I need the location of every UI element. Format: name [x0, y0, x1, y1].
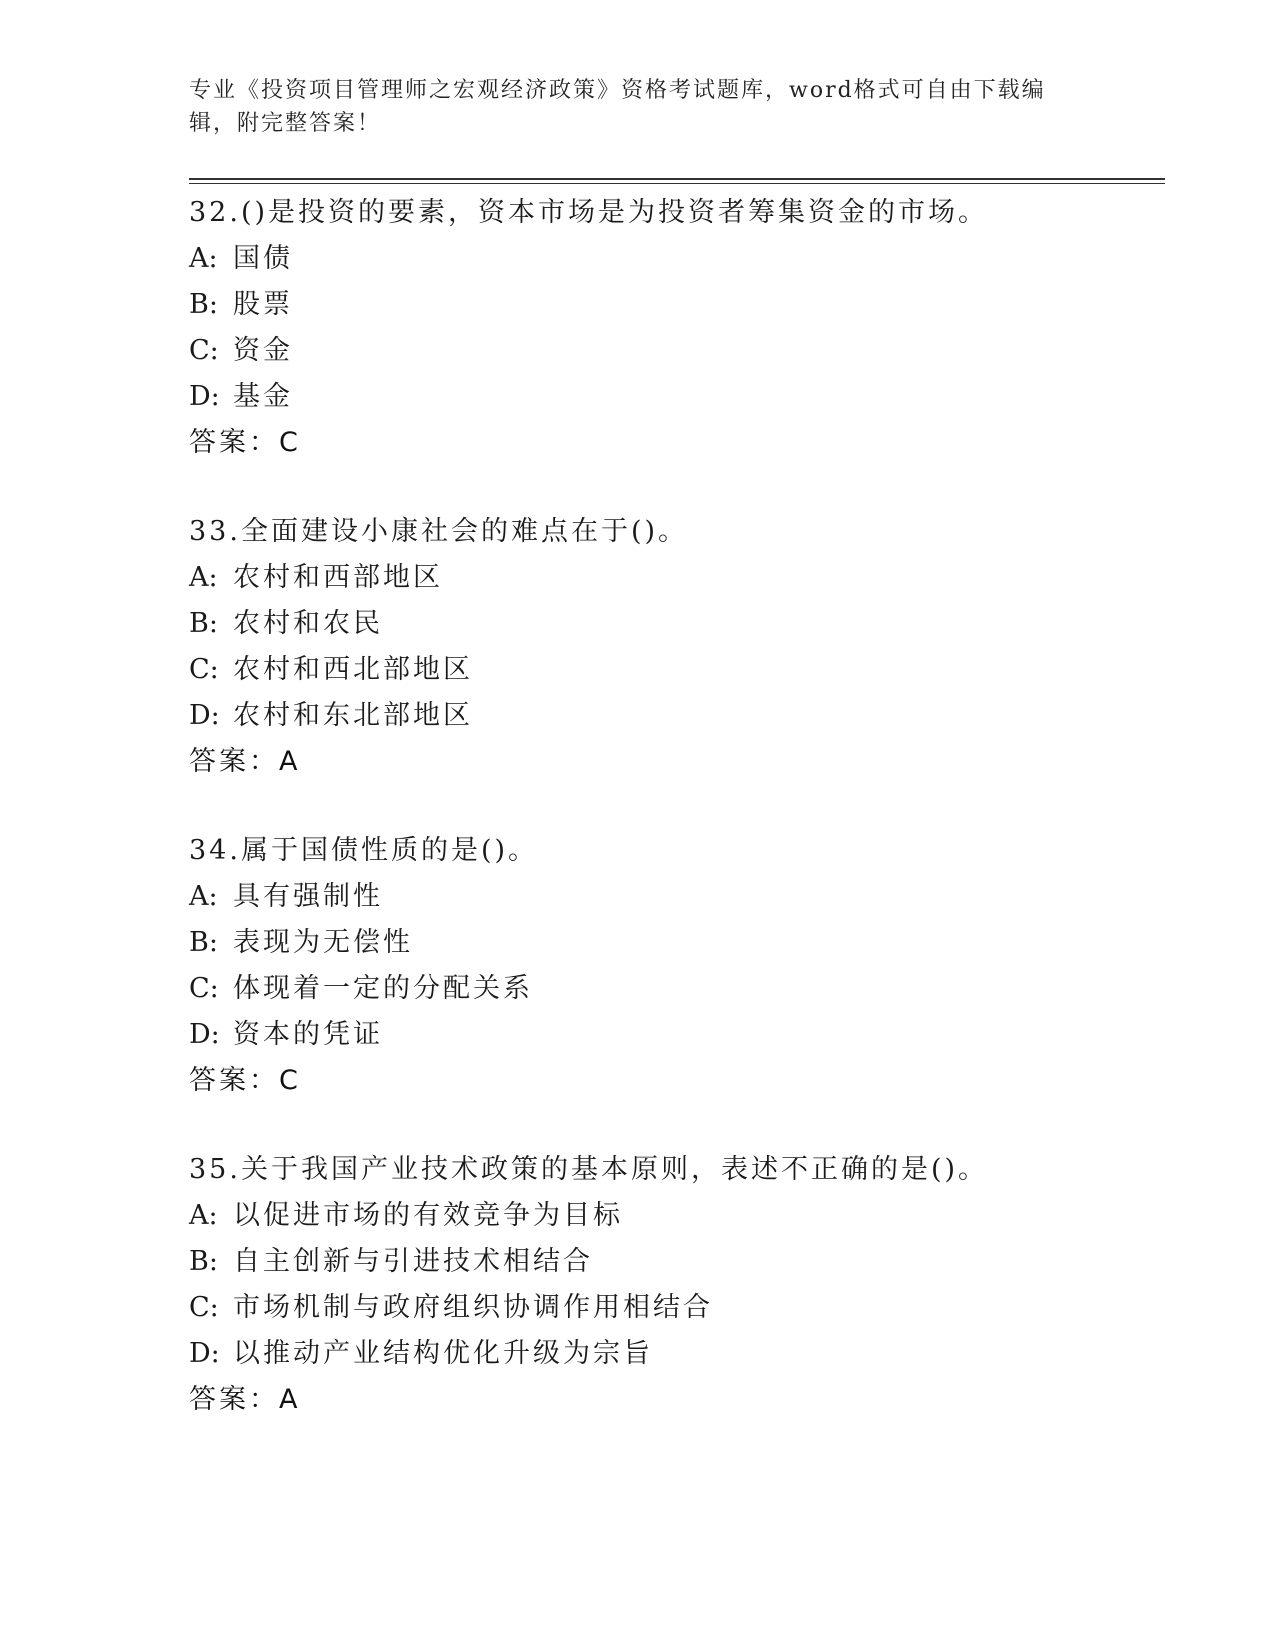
answer-value: A [279, 746, 298, 777]
option-key: C: [189, 1292, 219, 1323]
question-stem: 32.()是投资的要素，资本市场是为投资者筹集资金的市场。 [189, 197, 989, 228]
option-a [189, 236, 1169, 282]
answer-value: C [279, 427, 298, 458]
answer-label: 答案： [189, 1384, 279, 1415]
option-key: D: [189, 381, 220, 412]
option-text: 自主创新与引进技术相结合 [233, 1246, 593, 1277]
answer-label: 答案： [189, 427, 279, 458]
answer-line [189, 1377, 1169, 1423]
option-text: 表现为无偿性 [233, 927, 413, 958]
option-key: D: [189, 1338, 220, 1369]
option-text: 股票 [233, 289, 293, 320]
option-a [189, 874, 1169, 920]
answer-value: A [279, 1384, 298, 1415]
option-key: C: [189, 654, 219, 685]
option-text: 资金 [233, 335, 293, 366]
question-34 [189, 828, 1169, 1104]
option-text: 以促进市场的有效竞争为目标 [233, 1200, 623, 1231]
option-key: B: [189, 1246, 218, 1277]
option-key: B: [189, 608, 218, 639]
question-list [189, 190, 1169, 1423]
option-key: D: [189, 700, 220, 731]
option-d [189, 374, 1169, 420]
option-a [189, 1193, 1169, 1239]
option-text: 资本的凭证 [233, 1019, 383, 1050]
document-header: 专业《投资项目管理师之宏观经济政策》资格考试题库，word格式可自由下载编辑，附完整答案！ [189, 78, 1046, 136]
question-33 [189, 509, 1169, 785]
option-text: 具有强制性 [233, 881, 383, 912]
option-key: C: [189, 973, 219, 1004]
option-key: C: [189, 335, 219, 366]
option-key: B: [189, 289, 218, 320]
option-text: 农村和东北部地区 [233, 700, 473, 731]
option-key: D: [189, 1019, 220, 1050]
answer-line [189, 739, 1169, 785]
header-divider-thin [189, 183, 1165, 184]
option-text: 基金 [233, 381, 293, 412]
question-32 [189, 190, 1169, 466]
question-stem: 34.属于国债性质的是()。 [189, 835, 539, 866]
option-d [189, 693, 1169, 739]
option-text: 以推动产业结构优化升级为宗旨 [233, 1338, 653, 1369]
option-key: A: [189, 243, 218, 274]
option-text: 市场机制与政府组织协调作用相结合 [233, 1292, 713, 1323]
option-key: A: [189, 562, 218, 593]
option-b [189, 282, 1169, 328]
option-text: 体现着一定的分配关系 [233, 973, 533, 1004]
answer-label: 答案： [189, 746, 279, 777]
question-stem: 35.关于我国产业技术政策的基本原则，表述不正确的是()。 [189, 1154, 989, 1185]
option-b [189, 601, 1169, 647]
option-text: 国债 [233, 243, 293, 274]
header-divider-thick [189, 178, 1165, 180]
option-text: 农村和农民 [233, 608, 383, 639]
option-b [189, 920, 1169, 966]
option-c [189, 328, 1169, 374]
answer-label: 答案： [189, 1065, 279, 1096]
option-c [189, 966, 1169, 1012]
option-b [189, 1239, 1169, 1285]
option-a [189, 555, 1169, 601]
option-key: A: [189, 881, 218, 912]
option-key: A: [189, 1200, 218, 1231]
answer-line [189, 1058, 1169, 1104]
answer-value: C [279, 1065, 298, 1096]
option-c [189, 647, 1169, 693]
question-35 [189, 1147, 1169, 1423]
question-stem: 33.全面建设小康社会的难点在于()。 [189, 516, 689, 547]
option-text: 农村和西北部地区 [233, 654, 473, 685]
option-d [189, 1012, 1169, 1058]
answer-line [189, 420, 1169, 466]
option-text: 农村和西部地区 [233, 562, 443, 593]
option-key: B: [189, 927, 218, 958]
option-d [189, 1331, 1169, 1377]
option-c [189, 1285, 1169, 1331]
